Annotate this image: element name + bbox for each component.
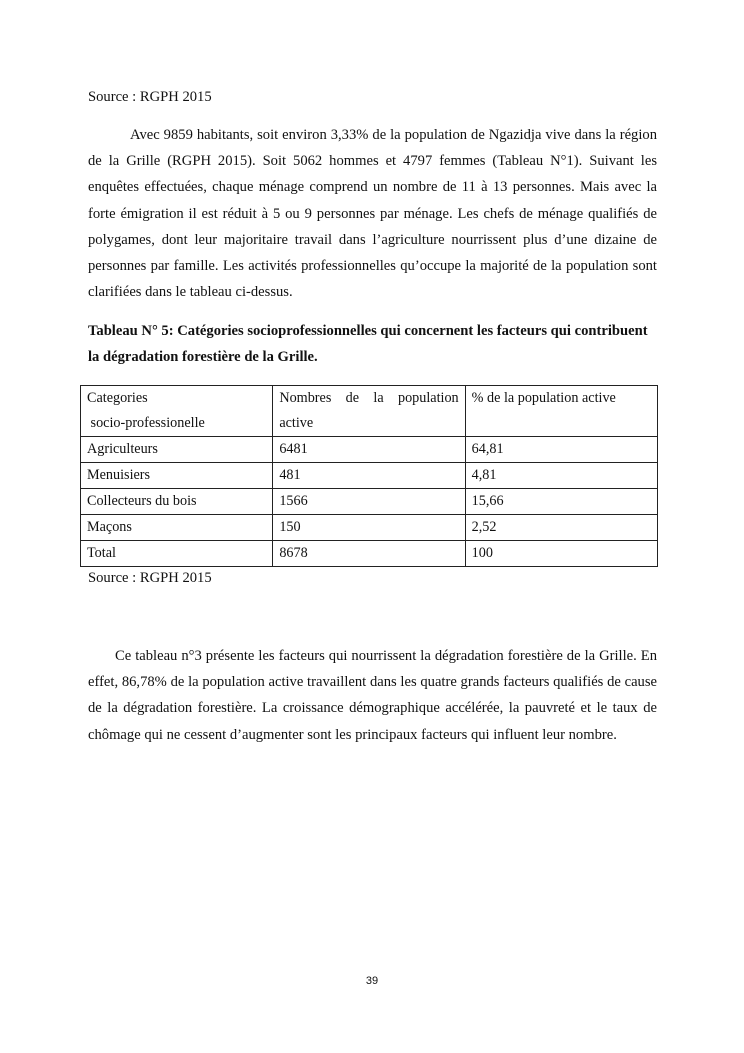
cell-category: Collecteurs du bois — [81, 489, 273, 515]
table-source-note: Source : RGPH 2015 — [88, 570, 212, 586]
cell-count: 481 — [273, 463, 465, 489]
header-percent: % de la population active — [465, 386, 657, 437]
table-row — [81, 437, 658, 463]
table-row — [81, 463, 658, 489]
cell-category: Total — [81, 541, 273, 567]
cell-category: Maçons — [81, 515, 273, 541]
cell-count: 8678 — [273, 541, 465, 567]
header-text: Nombres de la population — [279, 390, 459, 406]
cell-category: Agriculteurs — [81, 437, 273, 463]
table-header-row — [81, 386, 658, 437]
paragraph-analysis: Ce tableau n°3 présente les facteurs qui nourrissent la dégradation forestière de la Grille. En effet, 86,78% de la population active travaillent dans les quatre grands facteurs qualifiés de cause de la dégradation forestière. La croissance démographique accélérée, la pauvreté et le taux de chômage qui ne cessent d’augmenter sont les principaux facteurs qui influent leur nombre. — [88, 648, 657, 743]
header-text: socio-professionelle — [90, 415, 205, 431]
paragraph-population: Avec 9859 habitants, soit environ 3,33% de la population de Ngazidja vive dans la région de la Grille (RGPH 2015). Soit 5062 hommes et 4797 femmes (Tableau N°1). Suivant les enquêtes effectuées, chaque ménage comprend un nombre de 11 à 13 personnes. Mais avec la forte émigration il est réduit à 5 ou 9 personnes par ménage. Les chefs de ménage qualifiés de polygames, dont leur majoritaire travail dans l’agriculture nourrissent plus d’une dizaine de personnes par famille. Les activités professionnelles qu’occupe la majorité de la population sont clarifiées dans le tableau ci-dessus. — [88, 127, 657, 301]
cell-percent: 64,81 — [465, 437, 657, 463]
cell-category: Menuisiers — [81, 463, 273, 489]
table-row — [81, 489, 658, 515]
source-note-top: Source : RGPH 2015 — [88, 89, 212, 105]
header-categories — [81, 386, 273, 437]
cell-percent: 4,81 — [465, 463, 657, 489]
cell-percent: 15,66 — [465, 489, 657, 515]
cell-percent: 100 — [465, 541, 657, 567]
table-row — [81, 515, 658, 541]
page-number: 39 — [365, 975, 379, 987]
header-text: Categories — [87, 390, 148, 406]
header-count — [273, 386, 465, 437]
header-text: active — [279, 415, 314, 431]
table-row-total — [81, 541, 658, 567]
cell-count: 1566 — [273, 489, 465, 515]
cell-count: 150 — [273, 515, 465, 541]
cell-count: 6481 — [273, 437, 465, 463]
cell-percent: 2,52 — [465, 515, 657, 541]
table-caption: Tableau N° 5: Catégories socioprofessionnelles qui concernent les facteurs qui contribuent la dégradation forestière de la Grille. — [88, 323, 648, 365]
socioprofessional-table — [80, 385, 658, 567]
